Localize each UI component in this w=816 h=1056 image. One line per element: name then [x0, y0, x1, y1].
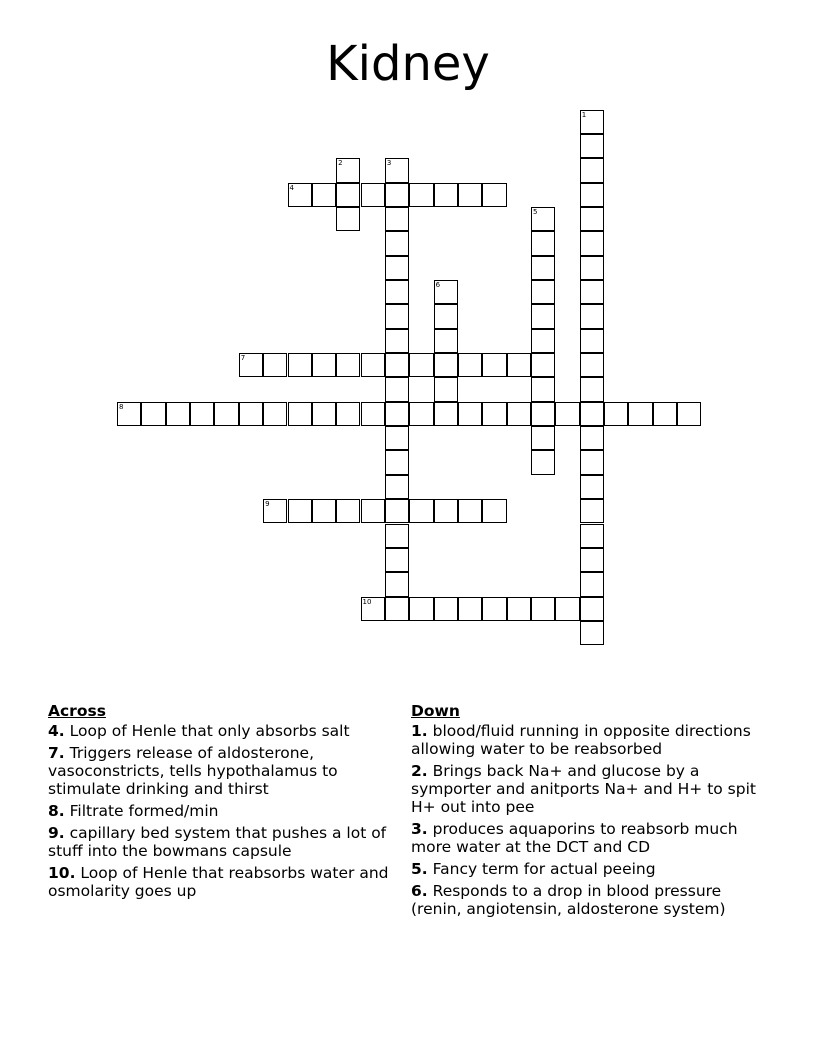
crossword-cell[interactable] [580, 183, 604, 207]
crossword-cell[interactable] [531, 377, 555, 401]
crossword-cell[interactable] [580, 256, 604, 280]
crossword-cell[interactable] [361, 402, 385, 426]
crossword-cell[interactable] [288, 499, 312, 523]
crossword-cell[interactable] [531, 402, 555, 426]
crossword-cell[interactable] [580, 304, 604, 328]
crossword-cell[interactable] [458, 597, 482, 621]
crossword-cell[interactable] [385, 353, 409, 377]
crossword-cell[interactable] [531, 597, 555, 621]
crossword-cell[interactable] [555, 597, 579, 621]
crossword-cell[interactable] [580, 207, 604, 231]
crossword-cell[interactable] [361, 353, 385, 377]
crossword-cell[interactable] [580, 329, 604, 353]
crossword-cell[interactable] [385, 499, 409, 523]
crossword-cell[interactable] [117, 402, 141, 426]
clue-text: blood/fluid running in opposite directions allowing water to be reabsorbed [411, 722, 751, 758]
crossword-cell[interactable] [385, 402, 409, 426]
across-heading: Across [48, 702, 106, 720]
crossword-cell[interactable] [482, 353, 506, 377]
crossword-cell[interactable] [434, 402, 458, 426]
crossword-cell[interactable] [263, 402, 287, 426]
across-clue [48, 824, 393, 860]
down-clue [411, 762, 761, 816]
crossword-cell[interactable] [580, 231, 604, 255]
clue-text: capillary bed system that pushes a lot of stuff into the bowmans capsule [48, 824, 387, 860]
crossword-cell[interactable] [336, 402, 360, 426]
clue-text: produces aquaporins to reabsorb much more water at the DCT and CD [411, 820, 738, 856]
crossword-cell[interactable] [385, 256, 409, 280]
crossword-cell[interactable] [190, 402, 214, 426]
clue-number: 7. [48, 744, 65, 762]
crossword-cell[interactable] [385, 377, 409, 401]
crossword-cell[interactable] [263, 353, 287, 377]
clue-number: 9. [48, 824, 65, 842]
clue-text: Loop of Henle that reabsorbs water and osmolarity goes up [48, 864, 389, 900]
crossword-cell[interactable] [361, 499, 385, 523]
crossword-cell[interactable] [507, 597, 531, 621]
crossword-cell[interactable] [361, 597, 385, 621]
crossword-cell[interactable] [580, 524, 604, 548]
crossword-cell[interactable] [555, 402, 579, 426]
crossword-cell[interactable] [385, 450, 409, 474]
crossword-cell[interactable] [434, 329, 458, 353]
crossword-cell[interactable] [531, 353, 555, 377]
crossword-cell[interactable] [580, 548, 604, 572]
crossword-cell[interactable] [531, 329, 555, 353]
crossword-cell[interactable] [580, 402, 604, 426]
down-clue [411, 722, 761, 758]
cell-number: 5 [533, 207, 538, 216]
crossword-cell[interactable] [385, 207, 409, 231]
crossword-cell[interactable] [288, 402, 312, 426]
crossword-cell[interactable] [580, 377, 604, 401]
clue-text: Loop of Henle that only absorbs salt [69, 722, 350, 740]
clue-text: Filtrate formed/min [69, 802, 219, 820]
crossword-cell[interactable] [385, 231, 409, 255]
clue-number: 8. [48, 802, 65, 820]
puzzle-title: Kidney [326, 36, 490, 92]
crossword-cell[interactable] [288, 183, 312, 207]
crossword-cell[interactable] [580, 475, 604, 499]
clue-number: 5. [411, 860, 428, 878]
crossword-cell[interactable] [263, 499, 287, 523]
crossword-cell[interactable] [434, 353, 458, 377]
crossword-cell[interactable] [531, 207, 555, 231]
crossword-cell[interactable] [482, 597, 506, 621]
crossword-cell[interactable] [434, 597, 458, 621]
clue-text: Responds to a drop in blood pressure (renin, angiotensin, aldosterone system) [411, 882, 726, 918]
crossword-cell[interactable] [531, 304, 555, 328]
across-clue [48, 744, 393, 798]
crossword-cell[interactable] [482, 499, 506, 523]
crossword-cell[interactable] [531, 256, 555, 280]
crossword-cell[interactable] [385, 548, 409, 572]
clue-number: 4. [48, 722, 65, 740]
crossword-cell[interactable] [385, 158, 409, 182]
clue-number: 6. [411, 882, 428, 900]
crossword-cell[interactable] [141, 402, 165, 426]
cell-number: 7 [240, 354, 246, 362]
crossword-cell[interactable] [385, 524, 409, 548]
cell-number: 3 [386, 159, 392, 168]
crossword-cell[interactable] [385, 597, 409, 621]
down-clues [411, 702, 761, 922]
cell-number: 9 [265, 500, 270, 509]
cell-number: 4 [289, 183, 294, 192]
crossword-cell[interactable] [288, 353, 312, 377]
crossword-cell[interactable] [361, 183, 385, 207]
crossword-cell[interactable] [458, 402, 482, 426]
crossword-cell[interactable] [312, 183, 336, 207]
cell-number: 2 [338, 159, 343, 168]
crossword-cell[interactable] [166, 402, 190, 426]
across-clue [48, 864, 393, 900]
crossword-cell[interactable] [434, 183, 458, 207]
crossword-cell[interactable] [653, 402, 677, 426]
crossword-cell[interactable] [312, 353, 336, 377]
crossword-cell[interactable] [336, 499, 360, 523]
crossword-cell[interactable] [434, 499, 458, 523]
crossword-cell[interactable] [580, 572, 604, 596]
crossword-cell[interactable] [458, 353, 482, 377]
crossword-cell[interactable] [385, 183, 409, 207]
down-clue [411, 860, 761, 878]
across-clue [48, 722, 393, 740]
crossword-cell[interactable] [385, 329, 409, 353]
clue-text: Brings back Na+ and glucose by a symporter and anitports Na+ and H+ to spit H+ out into pee [411, 762, 756, 816]
crossword-cell[interactable] [239, 353, 263, 377]
clue-text: Fancy term for actual peeing [432, 860, 656, 878]
cell-number: 1 [581, 110, 587, 119]
crossword-cell[interactable] [507, 353, 531, 377]
cell-number: 8 [119, 402, 124, 411]
clue-number: 2. [411, 762, 428, 780]
crossword-cell[interactable] [677, 402, 701, 426]
down-heading: Down [411, 702, 460, 720]
crossword-cell[interactable] [580, 450, 604, 474]
crossword-cell[interactable] [385, 426, 409, 450]
crossword-cell[interactable] [580, 134, 604, 158]
crossword-cell[interactable] [580, 110, 604, 134]
down-clue [411, 820, 761, 856]
crossword-cell[interactable] [531, 426, 555, 450]
crossword-cell[interactable] [336, 183, 360, 207]
crossword-cell[interactable] [507, 402, 531, 426]
cell-number: 10 [362, 597, 372, 606]
crossword-cell[interactable] [628, 402, 652, 426]
crossword-cell[interactable] [580, 621, 604, 645]
crossword-cell[interactable] [385, 280, 409, 304]
crossword-cell[interactable] [531, 231, 555, 255]
crossword-cell[interactable] [434, 377, 458, 401]
crossword-cell[interactable] [458, 183, 482, 207]
clue-text: Triggers release of aldosterone, vasoconstricts, tells hypothalamus to stimulate drinking and thirst [48, 744, 338, 798]
crossword-cell[interactable] [214, 402, 238, 426]
clue-number: 1. [411, 722, 428, 740]
crossword-cell[interactable] [409, 402, 433, 426]
crossword-cell[interactable] [580, 158, 604, 182]
crossword-cell[interactable] [239, 402, 263, 426]
crossword-cell[interactable] [312, 499, 336, 523]
crossword-cell[interactable] [312, 402, 336, 426]
crossword-cell[interactable] [409, 499, 433, 523]
crossword-cell[interactable] [434, 304, 458, 328]
crossword-cell[interactable] [336, 158, 360, 182]
crossword-cell[interactable] [580, 280, 604, 304]
crossword-cell[interactable] [385, 304, 409, 328]
across-clues [48, 702, 393, 904]
crossword-cell[interactable] [580, 426, 604, 450]
across-clue [48, 802, 393, 820]
crossword-cell[interactable] [409, 597, 433, 621]
clue-number: 3. [411, 820, 428, 838]
crossword-cell[interactable] [580, 499, 604, 523]
crossword-cell[interactable] [336, 353, 360, 377]
clue-number: 10. [48, 864, 76, 882]
crossword-cell[interactable] [531, 280, 555, 304]
crossword-cell[interactable] [458, 499, 482, 523]
crossword-cell[interactable] [385, 572, 409, 596]
crossword-cell[interactable] [482, 402, 506, 426]
down-clue [411, 882, 761, 918]
crossword-cell[interactable] [531, 450, 555, 474]
crossword-cell[interactable] [580, 597, 604, 621]
crossword-cell[interactable] [336, 207, 360, 231]
crossword-cell[interactable] [482, 183, 506, 207]
cell-number: 6 [435, 281, 441, 289]
crossword-cell[interactable] [385, 475, 409, 499]
crossword-cell[interactable] [604, 402, 628, 426]
crossword-cell[interactable] [580, 353, 604, 377]
crossword-cell[interactable] [409, 183, 433, 207]
crossword-cell[interactable] [434, 280, 458, 304]
crossword-cell[interactable] [409, 353, 433, 377]
